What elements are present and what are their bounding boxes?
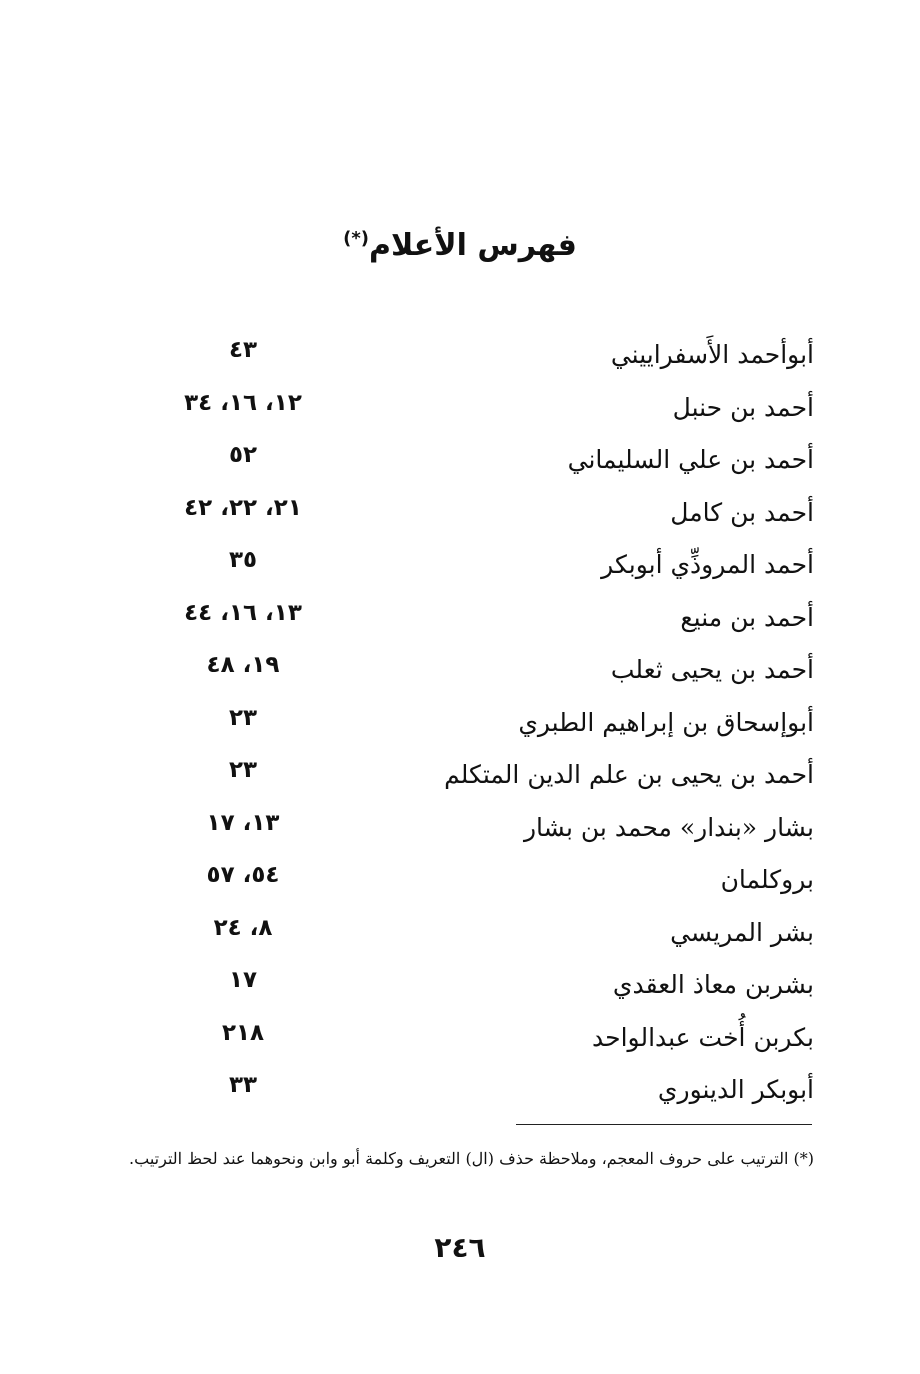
- entry-name: أبوإسحاق بن إبراهيم الطبري: [518, 707, 814, 737]
- entry-name: بشر المريسي: [670, 917, 814, 947]
- entry-name: بكربن أُخت عبدالواحد: [592, 1022, 814, 1052]
- entry-page-refs: ٥٤، ٥٧: [206, 862, 280, 888]
- entry-name: بروكلمان: [720, 865, 814, 894]
- entry-page-refs: ١٣، ١٧: [206, 809, 280, 836]
- index-entry: [0, 853, 920, 906]
- index-entry: [0, 958, 920, 1011]
- entry-name: أحمد المروذِّي أبوبكر: [601, 550, 814, 579]
- entry-name: أحمد بن يحيى ثعلب: [610, 655, 814, 684]
- entry-page-refs: ١٢، ١٦، ٣٤: [184, 389, 302, 416]
- footnote: (*) الترتيب على حروف المعجم، وملاحظة حذف (ال) التعريف وكلمة أبو وابن ونحوهما عند لحظ الترتيب.: [129, 1149, 814, 1168]
- entry-page-refs: ٢٣: [228, 757, 258, 783]
- entry-page-refs: ٢١٨: [221, 1019, 265, 1046]
- index-entry: [0, 1011, 920, 1064]
- entry-page-refs: ٤٣: [228, 337, 258, 363]
- entry-name: بشربن معاذ العقدي: [612, 970, 814, 999]
- entry-name: أحمد بن يحيى بن علم الدين المتكلم: [444, 760, 814, 789]
- entry-name: أبوبكر الدينوري: [657, 1075, 814, 1104]
- entry-page-refs: ٣٥: [228, 547, 258, 573]
- index-entry: [0, 696, 920, 749]
- entry-page-refs: ٢٣: [228, 704, 258, 731]
- page-title-text: فهرس الأعلام: [369, 228, 577, 263]
- index-entry: [0, 801, 920, 854]
- page-number: ٢٤٦: [434, 1231, 486, 1264]
- index-entry: [0, 328, 920, 381]
- names-index-list: [0, 328, 920, 1116]
- index-entry: [0, 433, 920, 486]
- index-entry: [0, 486, 920, 539]
- index-entry: [0, 748, 920, 801]
- index-entry: [0, 591, 920, 644]
- entry-name: بشار «بندار» محمد بن بشار: [523, 812, 814, 842]
- entry-name: أحمد بن حنبل: [672, 392, 814, 422]
- entry-name: أحمد بن كامل: [670, 497, 814, 527]
- entry-name: أحمد بن علي السليماني: [567, 445, 814, 474]
- entry-page-refs: ٢١، ٢٢، ٤٢: [184, 494, 302, 521]
- index-entry: [0, 381, 920, 434]
- index-entry: [0, 1063, 920, 1116]
- index-entry: [0, 538, 920, 591]
- footnote-marker: (*): [343, 228, 370, 249]
- entry-page-refs: ١٩، ٤٨: [206, 652, 280, 678]
- entry-page-refs: ١٣، ١٦، ٤٤: [184, 599, 302, 626]
- entry-page-refs: ٨، ٢٤: [213, 914, 273, 941]
- footnote-divider: [516, 1124, 812, 1125]
- entry-page-refs: ١٧: [228, 967, 258, 993]
- entry-page-refs: ٥٢: [228, 442, 258, 468]
- index-entry: [0, 643, 920, 696]
- page-title: [0, 222, 920, 270]
- index-entry: [0, 906, 920, 959]
- entry-page-refs: ٣٣: [228, 1072, 258, 1098]
- entry-name: أبوأحمد الأَسفراييني: [610, 340, 814, 369]
- entry-name: أحمد بن منيع: [680, 602, 814, 632]
